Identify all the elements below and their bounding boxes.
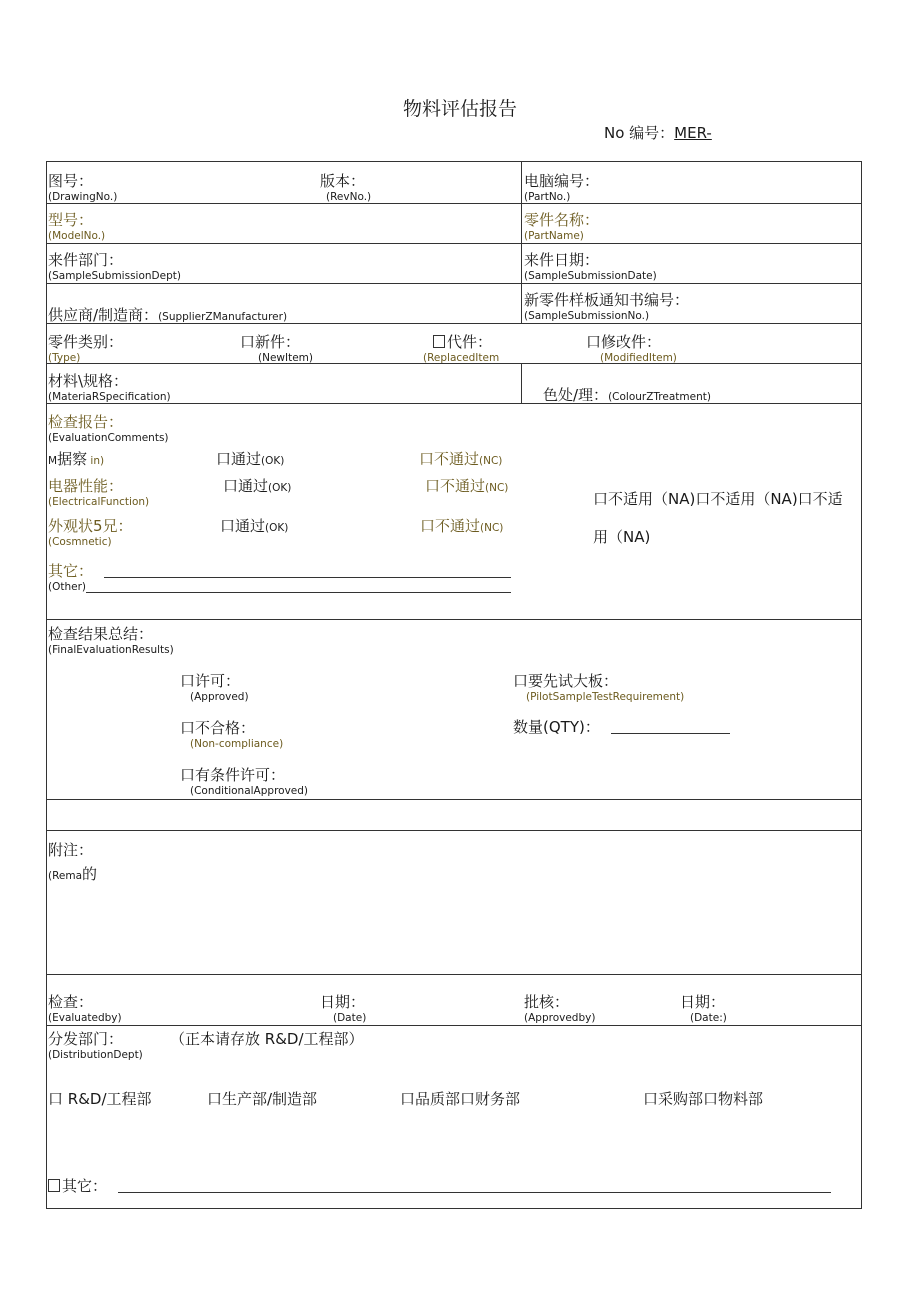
electrical-ok-en: (OK) <box>268 482 292 494</box>
row-divider <box>46 619 862 620</box>
notice-no-label: 新零件样板通知书编号： <box>524 291 690 309</box>
dept-cell <box>48 249 181 282</box>
approved-by-cn: 批核： <box>524 993 570 1011</box>
dist-other-option[interactable] <box>48 1175 107 1196</box>
drawing-no-cell <box>48 170 117 203</box>
new-item-en: (NewItem) <box>258 352 313 364</box>
doc-no-label: No 编号： <box>604 124 675 142</box>
rev-no-cell <box>320 170 371 203</box>
replaced-item-en: (ReplacedItem <box>423 352 500 364</box>
approved-label: 口许可： <box>180 672 241 690</box>
row-divider <box>46 974 862 975</box>
notice-no-en: (SampleSubmissionNo.) <box>524 310 650 322</box>
supplier-label: 供应商/制造商： <box>48 306 159 324</box>
remarks-tail: 的 <box>82 865 98 883</box>
approved-en: (Approved) <box>190 691 249 703</box>
remarks-en: (Rema <box>48 870 83 882</box>
final-title-cn: 检查结果总结： <box>48 625 154 643</box>
rev-no-en: (RevNo.) <box>326 191 372 203</box>
material-label: 材料\规格： <box>48 372 129 390</box>
colour-label: 色处/理： <box>543 386 609 404</box>
dept-en: (SampleSubmissionDept) <box>48 270 181 282</box>
distribution-title-cn: 分发部门： <box>48 1030 124 1048</box>
pilot-en: (PilotSampleTestRequirement) <box>526 691 685 703</box>
evaluation-title-cn: 检查报告： <box>48 413 124 431</box>
model-no-en: (ModelNo.) <box>48 230 106 242</box>
cosmetic-en: (Cosmnetic) <box>48 536 112 548</box>
qty-input-line[interactable] <box>611 733 730 734</box>
qty-label: 数量(QTY)： <box>513 718 600 736</box>
cosmetic-nc-en: (NC) <box>480 522 504 534</box>
data-ok-en: (OK) <box>261 455 285 467</box>
modified-item-label: 口修改件： <box>586 333 662 351</box>
data-nc-label: 口不通过 <box>419 450 480 468</box>
drawing-no-label: 图号： <box>48 172 94 190</box>
approved-option[interactable] <box>180 670 249 703</box>
part-name-label: 零件名称： <box>524 211 600 229</box>
na-options-line1[interactable]: 口不适用（NA)口不适用（NA)口不适 <box>593 490 843 508</box>
distribution-title-en: (DistributionDept) <box>48 1049 143 1061</box>
replaced-item-checkbox[interactable] <box>433 335 445 348</box>
drawing-no-en: (DrawingNo.) <box>48 191 118 203</box>
modified-item-option[interactable] <box>586 331 677 364</box>
rev-no-label: 版本： <box>320 172 366 190</box>
data-nc-option[interactable] <box>419 448 502 469</box>
electrical-label <box>48 475 149 508</box>
date-label: 来件日期： <box>524 251 600 269</box>
dist-other-checkbox[interactable] <box>48 1179 60 1192</box>
non-compliance-label: 口不合格： <box>180 719 256 737</box>
electrical-nc-en: (NC) <box>485 482 509 494</box>
electrical-nc-option[interactable] <box>425 475 508 496</box>
part-name-en: (PartName) <box>524 230 584 242</box>
type-cell <box>48 331 123 364</box>
electrical-ok-option[interactable] <box>223 475 291 496</box>
final-title-en: (FinalEvaluationResults) <box>48 644 174 656</box>
model-no-label: 型号： <box>48 211 94 229</box>
approved-by-cell <box>524 991 595 1024</box>
colour-en: (ColourZTreatment) <box>608 391 711 403</box>
column-divider <box>521 363 522 403</box>
non-compliance-en: (Non-compliance) <box>190 738 284 750</box>
conditional-option[interactable] <box>180 764 308 797</box>
cosmetic-nc-label: 口不通过 <box>420 517 481 535</box>
electrical-ok-label: 口通过 <box>223 477 269 495</box>
electrical-nc-label: 口不通过 <box>425 477 486 495</box>
cosmetic-ok-option[interactable] <box>220 515 288 536</box>
date1-en: (Date) <box>333 1012 367 1024</box>
type-en: (Type) <box>48 352 81 364</box>
data-ok-option[interactable] <box>216 448 284 469</box>
dept-label: 来件部门： <box>48 251 124 269</box>
cosmetic-nc-option[interactable] <box>420 515 503 536</box>
evaluated-by-en: (Evaluatedby) <box>48 1012 122 1024</box>
approved-by-en: (Approvedby) <box>524 1012 596 1024</box>
dist-production-option[interactable]: 口生产部/制造部 <box>207 1090 318 1108</box>
conditional-label: 口有条件许可： <box>180 766 286 784</box>
other-label <box>48 560 93 593</box>
date2-en: (Date:) <box>690 1012 727 1024</box>
pilot-option[interactable] <box>513 670 684 703</box>
date-cell <box>524 249 657 282</box>
other-input-line-2[interactable] <box>86 592 511 593</box>
notice-no-cell <box>524 289 689 322</box>
evaluated-by-cn: 检查： <box>48 993 94 1011</box>
model-no-cell <box>48 209 105 242</box>
final-title <box>48 623 174 656</box>
dist-other-label: 其它： <box>62 1177 108 1195</box>
evaluated-by-cell <box>48 991 122 1024</box>
pilot-label: 口要先试大板： <box>513 672 619 690</box>
dist-purchase-material-option[interactable]: 口采购部口物料部 <box>643 1090 764 1108</box>
evaluation-title <box>48 411 169 444</box>
row-divider <box>46 283 862 284</box>
new-item-label: 口新件： <box>240 333 301 351</box>
material-cell <box>48 370 171 403</box>
cosmetic-label <box>48 515 133 548</box>
type-label: 零件类别： <box>48 333 124 351</box>
electrical-cn: 电器性能： <box>48 477 124 495</box>
distribution-note: （正本请存放 R&D/工程部） <box>170 1030 364 1048</box>
colour-cell <box>543 384 711 405</box>
part-no-en: (PartNo.) <box>524 191 571 203</box>
data-ok-label: 口通过 <box>216 450 262 468</box>
non-compliance-option[interactable] <box>180 717 283 750</box>
new-item-option[interactable] <box>240 331 313 364</box>
other-input-line[interactable] <box>104 577 511 578</box>
data-label-a: M <box>48 455 58 467</box>
part-name-cell <box>524 209 599 242</box>
date2-cell <box>680 991 727 1024</box>
supplier-cell <box>48 304 287 325</box>
other-en: (Other) <box>48 581 87 593</box>
replaced-item-label: 代件： <box>447 333 493 351</box>
data-check-label <box>48 448 104 469</box>
part-no-label: 电脑编号： <box>524 172 600 190</box>
date1-cell <box>320 991 366 1024</box>
row-divider <box>46 799 862 800</box>
column-divider <box>521 161 522 323</box>
distribution-title <box>48 1028 143 1061</box>
conditional-en: (ConditionalApproved) <box>190 785 309 797</box>
document-number <box>604 122 712 143</box>
page-title: 物料评估报告 <box>402 98 517 120</box>
data-nc-en: (NC) <box>479 455 503 467</box>
row-divider <box>46 203 862 204</box>
data-label-b: 据察 <box>57 450 88 468</box>
date1-cn: 日期： <box>320 993 366 1011</box>
remarks-cn: 附注： <box>48 841 94 859</box>
material-en: (MateriaRSpecification) <box>48 391 171 403</box>
cosmetic-cn: 外观状5兄： <box>48 517 133 535</box>
na-options-line2[interactable]: 用（NA) <box>593 528 651 546</box>
part-no-cell <box>524 170 599 203</box>
replaced-item-option[interactable] <box>423 331 500 364</box>
remarks-title <box>48 839 97 884</box>
row-divider <box>46 830 862 831</box>
data-label-c: in) <box>87 455 105 467</box>
row-divider <box>46 403 862 404</box>
dist-other-input-line[interactable] <box>118 1192 831 1193</box>
modified-item-en: (ModifiedItem) <box>600 352 677 364</box>
electrical-en: (ElectricalFunction) <box>48 496 150 508</box>
date2-cn: 日期： <box>680 993 726 1011</box>
dist-quality-finance-option[interactable]: 口品质部口财务部 <box>400 1090 521 1108</box>
cosmetic-ok-label: 口通过 <box>220 517 266 535</box>
row-divider <box>46 243 862 244</box>
cosmetic-ok-en: (OK) <box>265 522 289 534</box>
other-cn: 其它： <box>48 562 94 580</box>
dist-rd-option[interactable]: 口 R&D/工程部 <box>48 1090 152 1108</box>
supplier-en: (SupplierZManufacturer) <box>158 311 288 323</box>
row-divider <box>46 1025 862 1026</box>
date-en: (SampleSubmissionDate) <box>524 270 657 282</box>
evaluation-title-en: (EvaluationComments) <box>48 432 169 444</box>
doc-no-value: MER- <box>674 124 712 142</box>
